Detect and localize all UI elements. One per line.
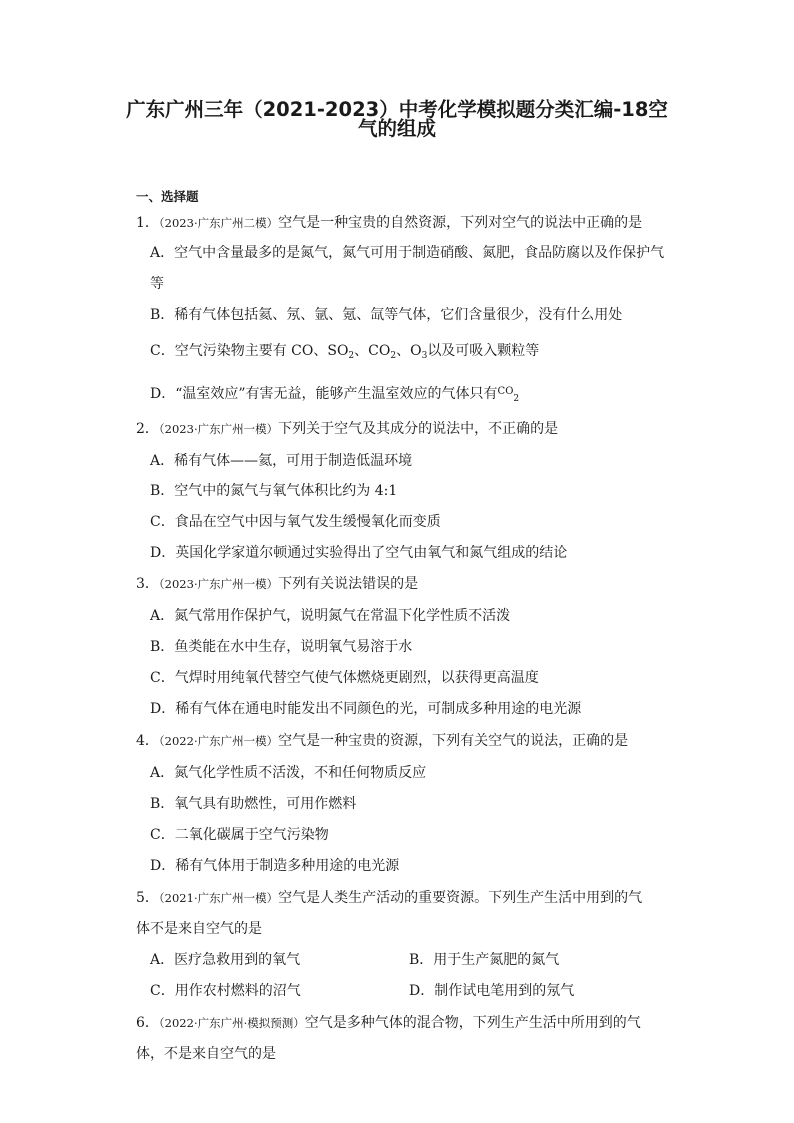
q3-option-a: A．氮气常用作保护气，说明氮气在常温下化学性质不活泼	[150, 608, 511, 624]
q5-option-c: C．用作农村燃料的沼气	[150, 983, 301, 999]
q4-option-c: C．二氧化碳属于空气污染物	[150, 827, 329, 843]
subscript: 3	[421, 351, 428, 361]
q1-option-b: B．稀有气体包括氦、氖、氩、氪、氙等气体，它们含量很少，没有什么用处	[150, 307, 623, 323]
q2-option-d: D．英国化学家道尔顿通过实验得出了空气由氧气和氮气组成的结论	[150, 545, 568, 561]
question-text: 空气是一种宝贵的资源，下列有关空气的说法，正确的是	[278, 733, 629, 749]
q1-option-c	[150, 342, 539, 365]
document-title-line-2: 气的组成	[357, 117, 436, 140]
question-number: 6．	[136, 1015, 159, 1031]
q4-option-b: B．氧气具有助燃性，可用作燃料	[150, 796, 357, 812]
subscript: 2	[390, 351, 397, 361]
q5-option-b: B．用于生产氮肥的氮气	[409, 952, 560, 968]
q1-option-d	[150, 383, 519, 408]
q3-option-d: D．稀有气体在通电时能发出不同颜色的光，可制成多种用途的电光源	[150, 701, 582, 717]
question-source: （2023·广东广州二模）	[158, 216, 279, 230]
question-3-stem	[136, 575, 418, 593]
section-heading: 一、选择题	[136, 189, 199, 204]
text: 、O	[396, 343, 422, 359]
question-5-stem	[136, 889, 642, 907]
question-text: 下列有关说法错误的是	[278, 576, 419, 592]
question-source: （2021·广东广州一模）	[158, 891, 279, 905]
question-text: 空气是多种气体的混合物，下列生产生活中所用到的气	[304, 1015, 641, 1031]
text: 以及可吸入颗粒等	[427, 343, 540, 359]
q1-option-a: A．空气中含量最多的是氮气，氮气可用于制造硝酸、氮肥，食品防腐以及作保护气	[150, 245, 665, 261]
question-number: 2．	[136, 421, 159, 437]
q1-option-a-cont: 等	[150, 276, 164, 292]
q5-option-d: D．制作试电笔用到的氖气	[409, 983, 575, 999]
text: C．空气污染物主要有 CO、SO	[150, 343, 349, 359]
question-number: 5．	[136, 890, 159, 906]
question-text: 下列关于空气及其成分的说法中，不正确的是	[278, 421, 559, 437]
q3-option-b: B．鱼类能在水中生存，说明氧气易溶于水	[150, 639, 413, 655]
question-number: 4．	[136, 733, 159, 749]
q4-option-a: A．氮气化学性质不活泼，不和任何物质反应	[150, 765, 427, 781]
question-6-stem	[136, 1014, 641, 1032]
question-source: （2022·广东广州一模）	[158, 734, 279, 748]
question-1-stem	[136, 214, 642, 232]
q2-option-b: B．空气中的氮气与氧气体积比约为 4:1	[150, 483, 398, 499]
subscript: 2	[348, 351, 355, 361]
question-text: 空气是人类生产活动的重要资源。下列生产生活中用到的气	[278, 890, 643, 906]
subscript: 2	[513, 394, 520, 404]
question-6-stem-cont: 体，不是来自空气的是	[136, 1046, 276, 1062]
q4-option-d: D．稀有气体用于制造多种用途的电光源	[150, 858, 400, 874]
question-5-stem-cont: 体不是来自空气的是	[136, 921, 262, 937]
question-source: （2023·广东广州一模）	[158, 422, 279, 436]
question-4-stem	[136, 732, 628, 750]
formula: CO	[497, 386, 514, 397]
question-source: （2023·广东广州一模）	[158, 577, 279, 591]
question-number: 3．	[136, 576, 159, 592]
q2-option-a: A．稀有气体——氦，可用于制造低温环境	[150, 453, 413, 469]
question-number: 1．	[136, 215, 159, 231]
text: D．“温室效应”有害无益，能够产生温室效应的气体只有	[150, 386, 498, 402]
q3-option-c: C．气焊时用纯氧代替空气使气体燃烧更剧烈，以获得更高温度	[150, 670, 539, 686]
document-title-line-1: 广东广州三年（2021-2023）中考化学模拟题分类汇编-18空	[126, 98, 668, 121]
question-2-stem	[136, 420, 558, 438]
question-text: 空气是一种宝贵的自然资源，下列对空气的说法中正确的是	[278, 215, 643, 231]
q2-option-c: C．食品在空气中因与氧气发生缓慢氧化而变质	[150, 514, 441, 530]
q5-option-a: A．医疗急救用到的氧气	[150, 952, 301, 968]
question-source: （2022·广东广州·模拟预测）	[158, 1016, 305, 1030]
text: 、CO	[354, 343, 391, 359]
